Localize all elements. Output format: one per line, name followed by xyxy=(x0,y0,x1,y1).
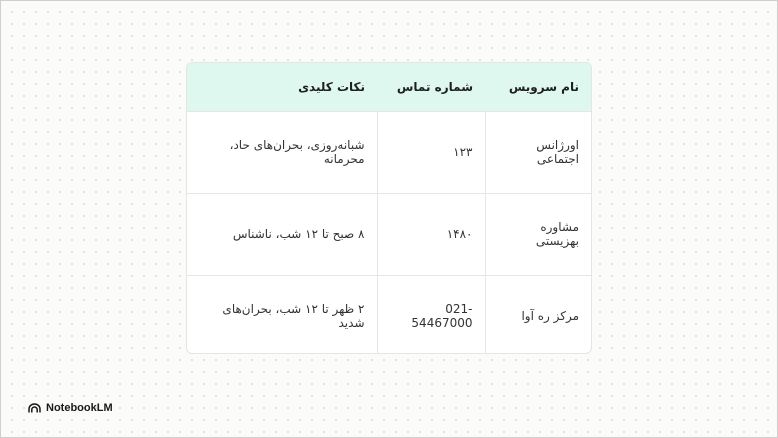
notebooklm-branding xyxy=(28,402,113,414)
cell-notes: شبانه‌روزی، بحران‌های حاد، محرمانه xyxy=(229,138,365,166)
services-table-card xyxy=(186,62,592,354)
cell-service: مشاوره بهزیستی xyxy=(485,193,591,275)
table-row xyxy=(187,193,591,275)
cell-phone: ۱۲۳ xyxy=(377,111,485,193)
cell-notes: ۲ ظهر تا ۱۲ شب، بحران‌های شدید xyxy=(222,302,365,331)
header-key-notes: نکات کلیدی xyxy=(298,79,365,94)
services-table xyxy=(187,63,591,354)
phone-number: 021-54467000 xyxy=(411,302,473,331)
cell-phone xyxy=(377,275,485,354)
table-row xyxy=(187,111,591,193)
cell-service: مرکز ره آوا xyxy=(485,275,591,354)
header-service-name: نام سرویس xyxy=(508,79,579,94)
cell-service: اورژانس اجتماعی xyxy=(485,111,591,193)
cell-phone: ۱۴۸۰ xyxy=(377,193,485,275)
notebooklm-logo-icon xyxy=(28,403,41,413)
cell-notes: ۸ صبح تا ۱۲ شب، ناشناس xyxy=(232,227,365,241)
table-row xyxy=(187,275,591,354)
table-header-row xyxy=(187,63,591,111)
header-phone-number: شماره تماس xyxy=(396,79,473,94)
brand-name: NotebookLM xyxy=(46,402,113,414)
